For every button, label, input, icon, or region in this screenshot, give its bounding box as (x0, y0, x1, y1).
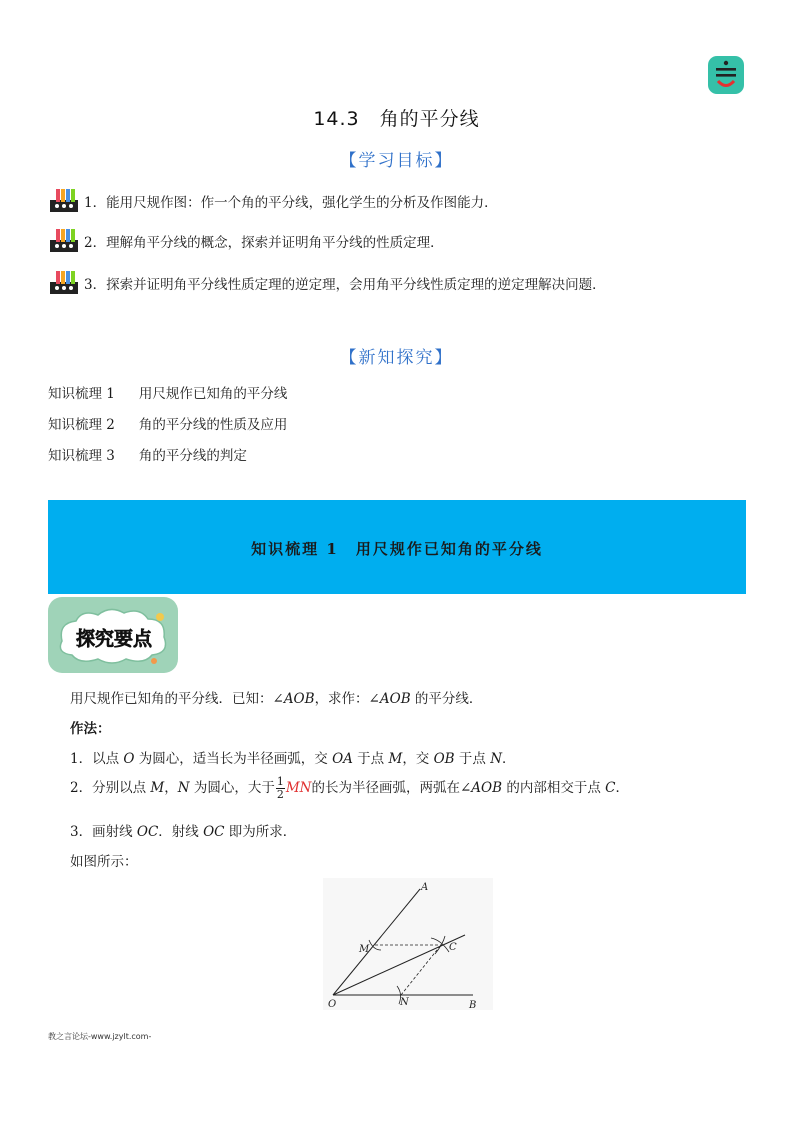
math-var: AOB (379, 691, 411, 707)
text: ， (164, 780, 178, 796)
text: 于点 (454, 751, 491, 767)
step-2 (70, 776, 629, 801)
fraction (276, 776, 285, 801)
knowledge-point-label: 知识梳理 3 (48, 448, 115, 464)
goal-item (48, 270, 606, 296)
math-var: OA (332, 751, 353, 767)
explore-badge (48, 597, 178, 673)
text: 的平分线． (410, 691, 483, 707)
math-var: M (388, 751, 403, 767)
intro-line (70, 687, 482, 707)
text: 的长为半径画弧，两弧在∠ (311, 780, 472, 796)
knowledge-point-text: 角的平分线的性质及应用 (138, 417, 288, 433)
badge-text: 探究要点 (75, 628, 153, 650)
math-var: C (605, 780, 616, 796)
text: 3．画射线 (70, 824, 137, 840)
angle-bisector-figure (323, 878, 493, 1010)
text: 1．以点 (70, 751, 124, 767)
knowledge-point (48, 444, 247, 464)
goal-text: 3．探索并证明角平分线性质定理的逆定理，会用角平分线性质定理的逆定理解决问题． (84, 277, 606, 293)
math-var: M (150, 780, 165, 796)
math-var: AOB (471, 780, 503, 796)
method-label: 作法： (70, 721, 111, 737)
goal-text: 2．理解角平分线的概念，探索并证明角平分线的性质定理． (84, 235, 444, 251)
math-var: OC (136, 824, 159, 840)
figure-caption: 如图所示： (70, 854, 138, 870)
knowledge-point-text: 用尺规作已知角的平分线 (138, 386, 288, 402)
explore-heading: 【新知探究】 (339, 348, 454, 368)
text: 的内部相交于点 (502, 780, 606, 796)
text: 于点 (352, 751, 389, 767)
label-m: M (359, 944, 370, 955)
math-var: N (490, 751, 503, 767)
goal-text: 1．能用尺规作图：作一个角的平分线，强化学生的分析及作图能力． (84, 195, 498, 211)
knowledge-point-text: 角的平分线的判定 (138, 448, 247, 464)
label-n: N (400, 997, 409, 1008)
step-3 (70, 820, 296, 840)
banner-title: 知识梳理 1 用尺规作已知角的平分线 (251, 540, 543, 558)
goal-item (48, 228, 444, 254)
math-var: O (123, 751, 135, 767)
text: 为圆心，适当长为半径画弧，交 (134, 751, 333, 767)
text: ，交 (402, 751, 434, 767)
fraction-numerator: 1 (276, 775, 284, 788)
label-o: O (328, 999, 337, 1010)
footer-text: 教之言论坛-www.jzylt.com- (48, 1032, 152, 1041)
text: ．射线 (158, 824, 204, 840)
label-a: A (421, 882, 429, 893)
goals-heading: 【学习目标】 (339, 151, 454, 171)
label-c: C (449, 942, 457, 953)
text: ． (615, 780, 629, 796)
text: 2．分别以点 (70, 780, 151, 796)
highlighted-segment: MN (285, 780, 312, 796)
math-var: OB (433, 751, 455, 767)
page-title: 14.3 角的平分线 (313, 108, 480, 130)
text: 用尺规作已知角的平分线．已知：∠ (70, 691, 284, 707)
knowledge-point-label: 知识梳理 2 (48, 417, 115, 433)
text: 为圆心，大于 (189, 780, 275, 796)
math-var: AOB (283, 691, 315, 707)
pencils-icon (48, 270, 82, 296)
knowledge-point (48, 382, 287, 402)
knowledge-point (48, 413, 287, 433)
text: 即为所求． (224, 824, 297, 840)
label-b: B (469, 1000, 477, 1010)
math-var: OC (203, 824, 225, 840)
goal-item (48, 188, 498, 214)
pencils-icon (48, 188, 82, 214)
fraction-denominator: 2 (276, 788, 284, 801)
knowledge-point-label: 知识梳理 1 (48, 386, 115, 402)
text: ，求作：∠ (314, 691, 380, 707)
section-banner (48, 500, 746, 594)
pencils-icon (48, 228, 82, 254)
text: ． (502, 751, 516, 767)
math-var: N (177, 780, 190, 796)
brand-logo-icon (708, 56, 744, 94)
step-1 (70, 747, 516, 767)
